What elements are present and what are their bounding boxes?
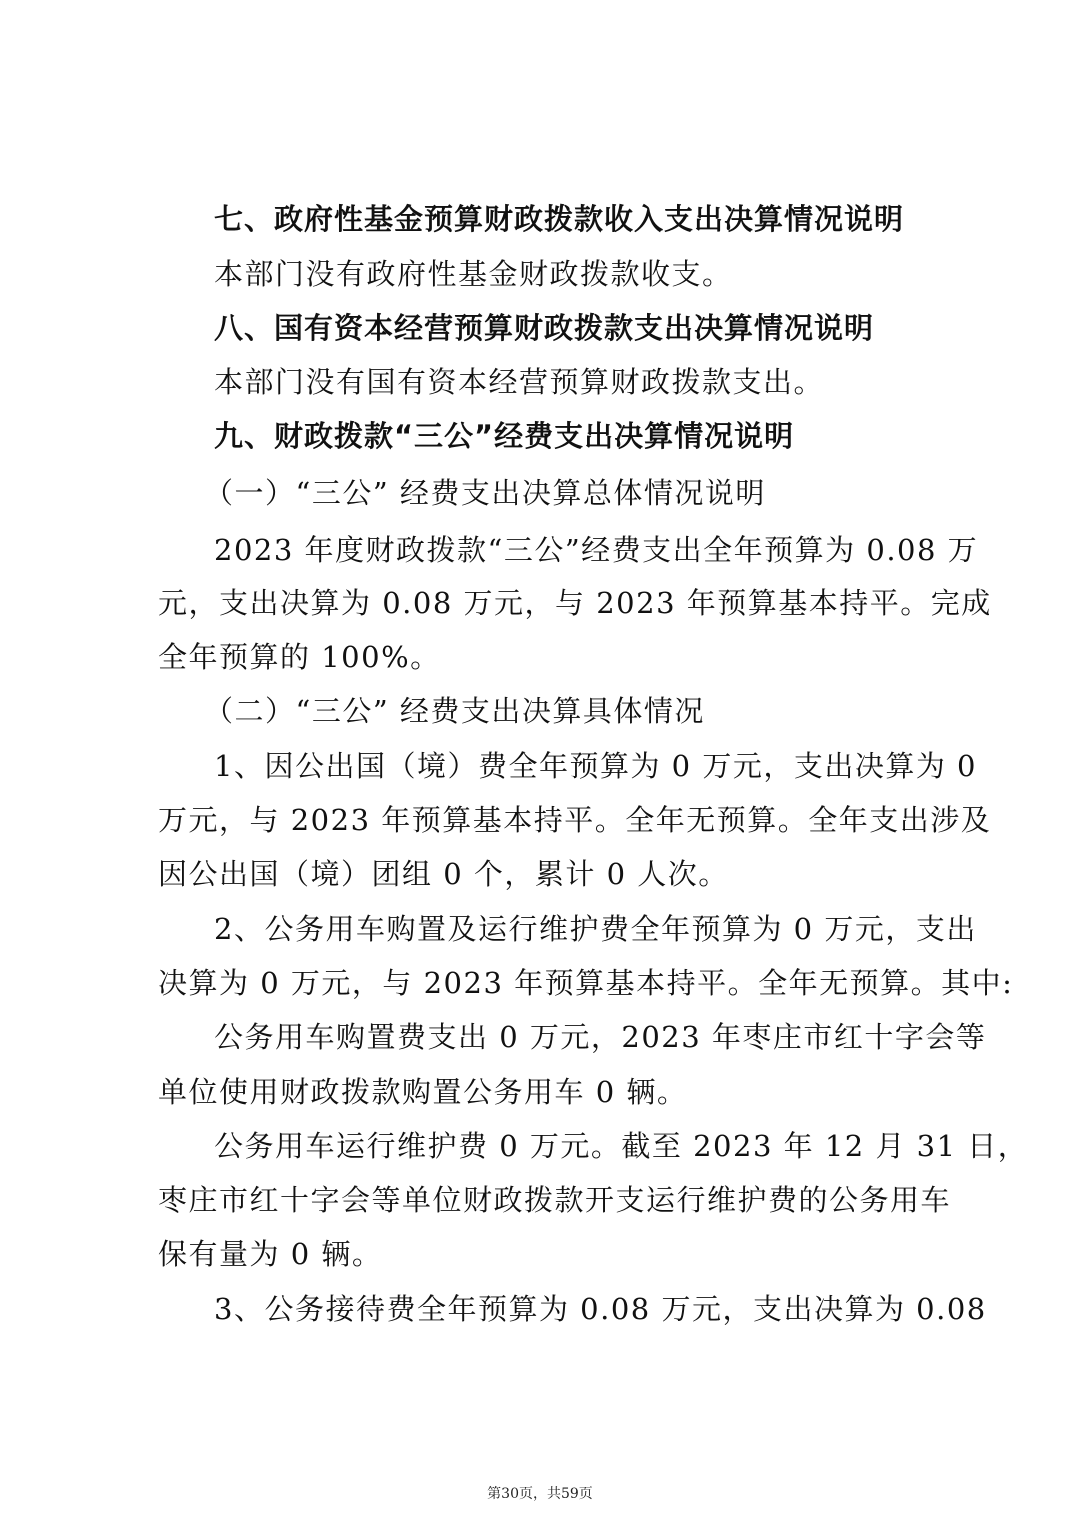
paragraph-line: 单位使用财政拨款购置公务用车 0 辆。: [158, 1075, 688, 1109]
section-9-subheading-2: （二）“三公” 经费支出决算具体情况: [204, 694, 705, 728]
paragraph-line: 1、因公出国（境）费全年预算为 0 万元，支出决算为 0: [214, 749, 978, 783]
paragraph-line: 3、公务接待费全年预算为 0.08 万元，支出决算为 0.08: [214, 1292, 987, 1326]
paragraph-line: 因公出国（境）团组 0 个，累计 0 人次。: [158, 857, 729, 891]
paragraph-line: 万元，与 2023 年预算基本持平。全年无预算。全年支出涉及: [158, 803, 992, 837]
paragraph-line: 保有量为 0 辆。: [158, 1237, 383, 1271]
paragraph-line: 2023 年度财政拨款“三公”经费支出全年预算为 0.08 万: [214, 533, 979, 567]
page-number-footer: 第30页，共59页: [487, 1486, 593, 1502]
paragraph-line: 公务用车运行维护费 0 万元。截至 2023 年 12 月 31 日，: [214, 1129, 1029, 1163]
section-9-subheading-1: （一）“三公” 经费支出决算总体情况说明: [204, 476, 766, 510]
paragraph-line: 元，支出决算为 0.08 万元，与 2023 年预算基本持平。完成: [158, 586, 992, 620]
paragraph-line: 2、公务用车购置及运行维护费全年预算为 0 万元，支出: [214, 912, 977, 946]
section-9-heading: 九、财政拨款“三公”经费支出决算情况说明: [214, 419, 795, 453]
section-8-body: 本部门没有国有资本经营预算财政拨款支出。: [214, 365, 825, 399]
paragraph-line: 公务用车购置费支出 0 万元，2023 年枣庄市红十字会等: [214, 1020, 987, 1054]
paragraph-line: 决算为 0 万元，与 2023 年预算基本持平。全年无预算。其中:: [158, 966, 1014, 1000]
section-8-heading: 八、国有资本经营预算财政拨款支出决算情况说明: [214, 311, 875, 345]
section-7-body: 本部门没有政府性基金财政拨款收支。: [214, 257, 733, 291]
paragraph-line: 全年预算的 100%。: [158, 640, 441, 674]
section-7-heading: 七、政府性基金预算财政拨款收入支出决算情况说明: [214, 202, 905, 236]
paragraph-line: 枣庄市红十字会等单位财政拨款开支运行维护费的公务用车: [158, 1183, 952, 1217]
